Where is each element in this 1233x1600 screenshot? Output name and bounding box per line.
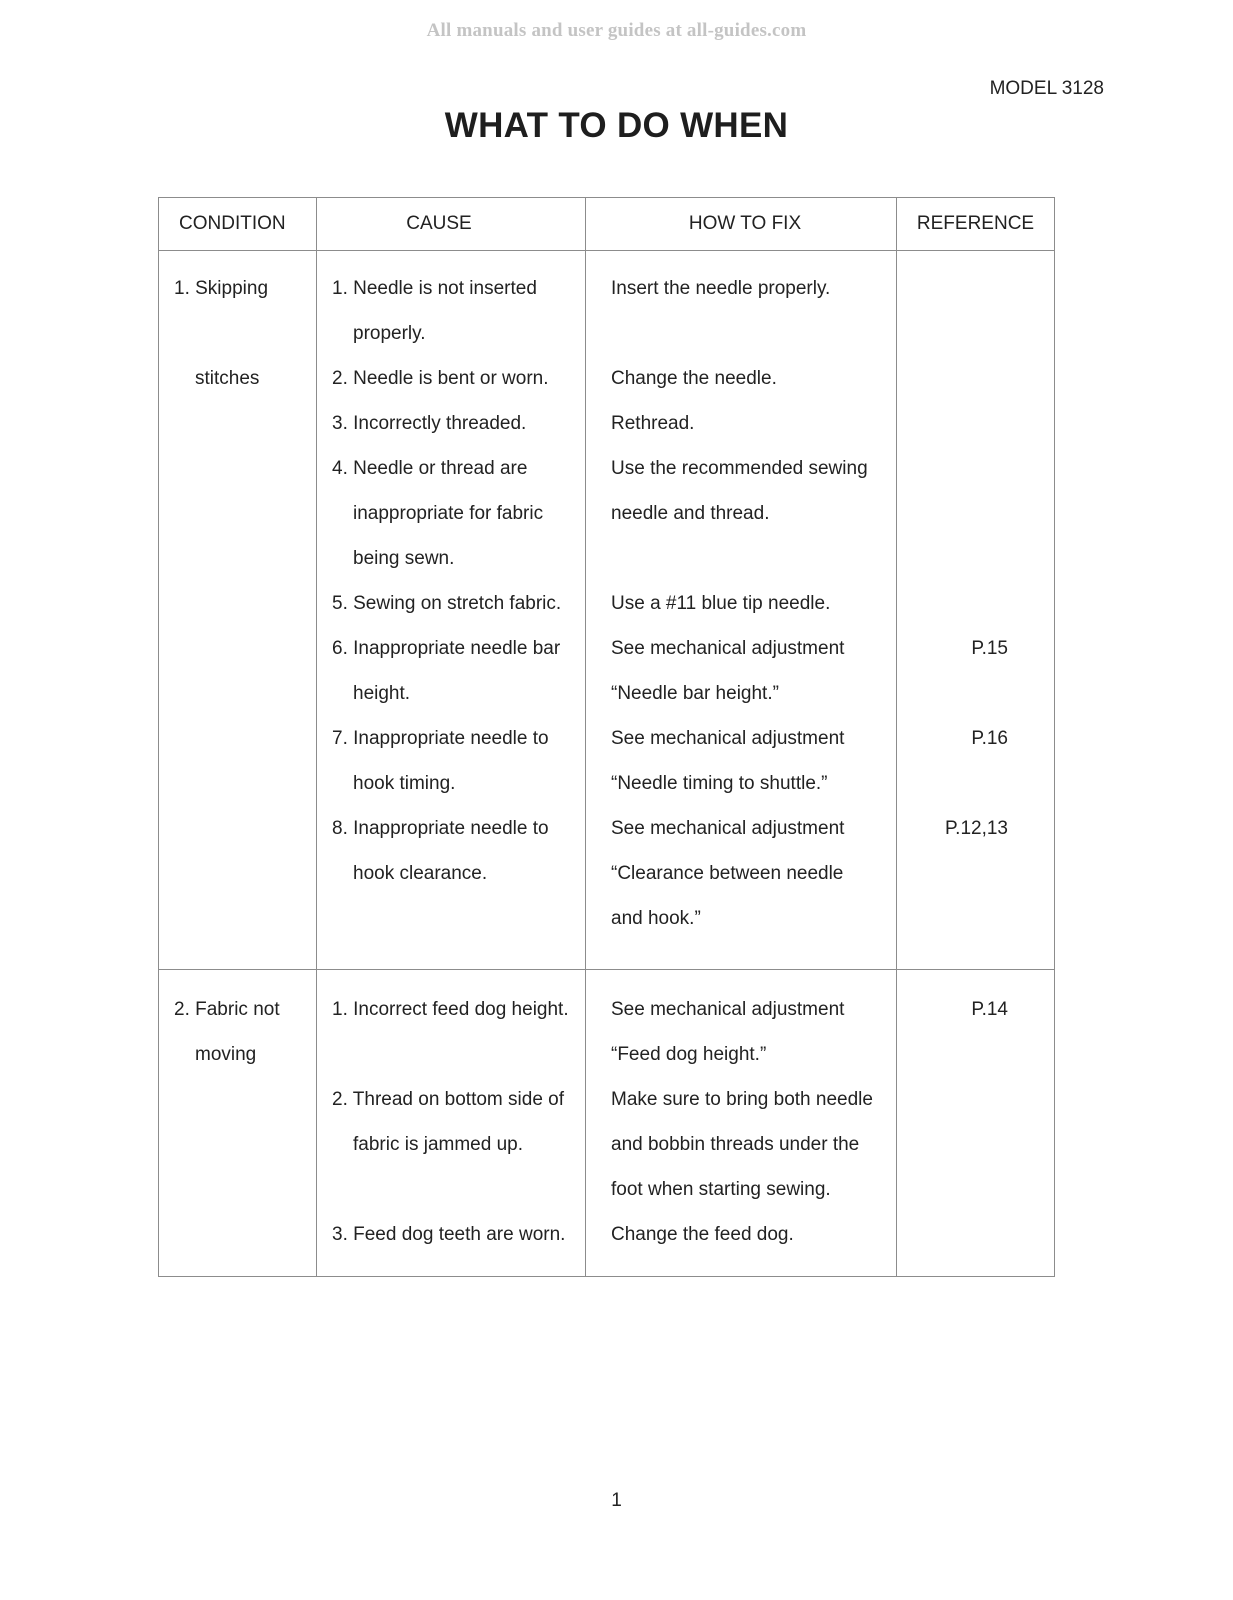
cause-line: 8. Inappropriate needle to [332,818,549,839]
cause-line: 7. Inappropriate needle to [332,728,549,749]
reference-line [897,902,1054,947]
fix-line: See mechanical adjustment [611,638,845,659]
cause-line: being sewn. [353,548,455,569]
header-condition: CONDITION [159,198,317,251]
page-title: WHAT TO DO WHEN [444,106,789,145]
reference-cell [897,251,1055,970]
page-number: 1 [611,1490,622,1511]
condition-line: stitches [195,368,260,389]
cause-line: 2. Needle is bent or worn. [332,368,549,389]
cause-line: hook clearance. [353,863,488,884]
reference-line [897,317,1054,362]
cause-cell [317,970,586,1277]
reference-line: P.14 [971,999,1008,1020]
fix-line: Rethread. [611,413,695,434]
reference-line [897,497,1054,542]
cause-line [317,1173,585,1218]
cause-line: inappropriate for fabric [353,503,544,524]
fix-line: See mechanical adjustment [611,999,845,1020]
fix-line: and hook.” [611,908,701,929]
fix-line: “Needle timing to shuttle.” [611,773,828,794]
reference-line [897,407,1054,452]
condition-cell [159,970,317,1277]
fix-line: See mechanical adjustment [611,818,845,839]
reference-cell [897,970,1055,1277]
fix-line: Change the needle. [611,368,777,389]
condition-line: 1. Skipping [174,278,269,299]
watermark: All manuals and user guides at all-guides.com [426,20,807,41]
fix-line: needle and thread. [611,503,770,524]
fix-line [586,542,896,587]
reference-line [897,272,1054,317]
table-row [159,251,1055,970]
reference-line [897,1038,1054,1083]
fix-line: Use a #11 blue tip needle. [611,593,831,614]
how-to-fix-cell [586,970,897,1277]
cause-cell [317,251,586,970]
reference-line [897,542,1054,587]
cause-line [317,1038,585,1083]
how-to-fix-cell [586,251,897,970]
header-reference: REFERENCE [897,198,1055,251]
header-how-to-fix: HOW TO FIX [586,198,897,251]
cause-line: 5. Sewing on stretch fabric. [332,593,562,614]
reference-line [897,857,1054,902]
reference-line [897,362,1054,407]
reference-line [897,1218,1054,1263]
condition-line: 2. Fabric not [174,999,280,1020]
cause-line: 3. Incorrectly threaded. [332,413,527,434]
troubleshooting-table-container [158,197,1054,1277]
cause-line: properly. [353,323,426,344]
reference-line: P.16 [971,728,1008,749]
cause-line: 1. Needle is not inserted [332,278,537,299]
cause-line: height. [353,683,411,704]
reference-line [897,1173,1054,1218]
fix-line [586,317,896,362]
header-cause: CAUSE [317,198,586,251]
condition-cell [159,251,317,970]
fix-line: “Feed dog height.” [611,1044,767,1065]
cause-line: 6. Inappropriate needle bar [332,638,561,659]
reference-line: P.12,13 [944,818,1008,839]
reference-line [897,452,1054,497]
cause-line: hook timing. [353,773,456,794]
fix-line: “Clearance between needle [611,863,844,884]
reference-line [897,587,1054,632]
fix-line: and bobbin threads under the [611,1134,860,1155]
fix-line: Insert the needle properly. [611,278,831,299]
fix-line: foot when starting sewing. [611,1179,831,1200]
cause-line: 4. Needle or thread are [332,458,528,479]
cause-line: 3. Feed dog teeth are worn. [332,1224,566,1245]
table-row [159,970,1055,1277]
cause-line: fabric is jammed up. [353,1134,524,1155]
troubleshooting-table [158,197,1055,1277]
fix-line: Make sure to bring both needle [611,1089,873,1110]
table-header-row [159,198,1055,251]
fix-line: “Needle bar height.” [611,683,779,704]
reference-line: P.15 [971,638,1008,659]
model-number: MODEL 3128 [989,78,1104,99]
reference-line [897,1083,1054,1128]
condition-line [159,317,316,362]
cause-line: 1. Incorrect feed dog height. [332,999,569,1020]
reference-line [897,1128,1054,1173]
condition-line: moving [195,1044,257,1065]
fix-line: Use the recommended sewing [611,458,868,479]
reference-line [897,677,1054,722]
cause-line [317,902,585,947]
fix-line: See mechanical adjustment [611,728,845,749]
cause-line: 2. Thread on bottom side of [332,1089,565,1110]
fix-line: Change the feed dog. [611,1224,794,1245]
reference-line [897,767,1054,812]
